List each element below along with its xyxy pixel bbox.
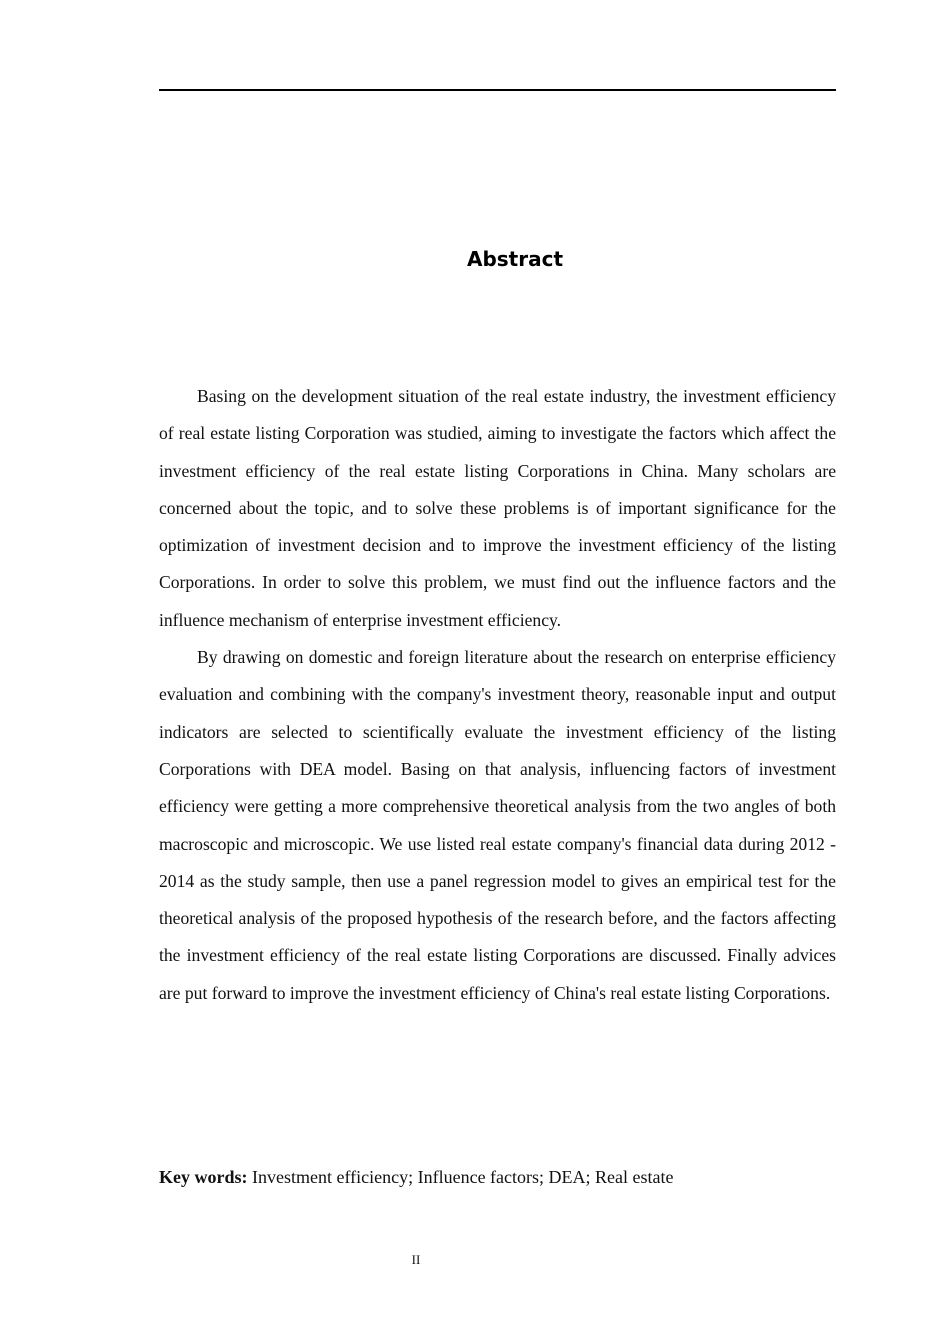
page-number: II: [411, 1252, 421, 1267]
abstract-paragraph-2: By drawing on domestic and foreign literature about the research on enterprise efficiency evaluation and combining with the company's investment theory, reasonable input and output indicators are selected to scientifically evaluate the investment efficiency of the listing Corporations with DEA model. Basing on that analysis, influencing factors of investment efficiency were getting a more comprehensive theoretical analysis from the two angles of both macroscopic and microscopic. We use listed real estate company's financial data during 2012 - 2014 as the study sample, then use a panel regression model to gives an empirical test for the theoretical analysis of the proposed hypothesis of the research before, and the factors affecting the investment efficiency of the real estate listing Corporations are discussed. Finally advices are put forward to improve the investment efficiency of China's real estate listing Corporations.: [159, 647, 836, 1003]
abstract-body: [159, 378, 836, 1012]
keywords-line: [159, 1162, 836, 1192]
keywords-text: Investment efficiency; Influence factors; DEA; Real estate: [247, 1167, 674, 1187]
abstract-paragraph-1: Basing on the development situation of the real estate industry, the investment efficiency of real estate listing Corporation was studied, aiming to investigate the factors which affect the investment efficiency of the real estate listing Corporations in China. Many scholars are concerned about the topic, and to solve these problems is of important significance for the optimization of investment decision and to improve the investment efficiency of the listing Corporations. In order to solve this problem, we must find out the influence factors and the influence mechanism of enterprise investment efficiency.: [159, 386, 836, 630]
header-rule: [159, 89, 836, 91]
page-title: Abstract: [466, 247, 564, 271]
keywords-label: Key words:: [159, 1167, 248, 1187]
